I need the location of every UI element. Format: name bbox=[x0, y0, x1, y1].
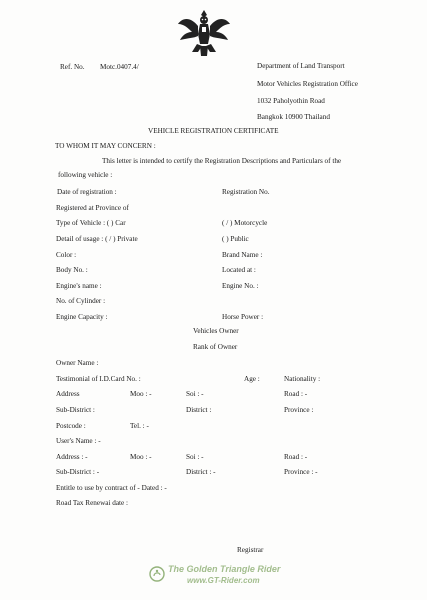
date-of-registration-label: Date of registration : bbox=[57, 188, 117, 196]
type-of-vehicle-label: Type of Vehicle : ( ) Car bbox=[56, 219, 126, 227]
watermark-title: The Golden Triangle Rider bbox=[168, 564, 281, 574]
no-of-cylinder-label: No. of Cylinder : bbox=[56, 297, 106, 305]
user-soi-label: Soi : - bbox=[186, 453, 204, 461]
detail-of-usage-label: Detail of usage : ( / ) Private bbox=[56, 235, 138, 243]
office-city: Bangkok 10900 Thailand bbox=[257, 113, 330, 121]
age-label: Age : bbox=[244, 375, 260, 383]
user-address-label: Address : - bbox=[56, 453, 88, 461]
owner-moo-label: Moo : - bbox=[130, 390, 152, 398]
users-name-label: User's Name : - bbox=[56, 437, 101, 445]
owner-sub-district-label: Sub-District : bbox=[56, 406, 95, 414]
registered-at-label: Registered at Province of bbox=[56, 204, 129, 212]
registration-no-label: Registration No. bbox=[222, 188, 270, 196]
office-name: Motor Vehicles Registration Office bbox=[257, 80, 358, 88]
salutation: TO WHOM IT MAY CONCERN : bbox=[55, 142, 156, 150]
certificate-title: VEHICLE REGISTRATION CERTIFICATE bbox=[148, 127, 279, 135]
owner-name-label: Owner Name : bbox=[56, 359, 99, 367]
road-tax-renewal-label: Road Tax Renewai date : bbox=[56, 499, 129, 507]
user-road-label: Road : - bbox=[284, 453, 308, 461]
located-at-label: Located at : bbox=[222, 266, 256, 274]
engine-capacity-label: Engine Capacity : bbox=[56, 313, 108, 321]
testimonial-id-label: Testimonial of I.D.Card No. : bbox=[56, 375, 141, 383]
motorcycle-option: ( / ) Motorcycle bbox=[222, 219, 268, 227]
horse-power-label: Horse Power : bbox=[222, 313, 264, 321]
department-name: Department of Land Transport bbox=[257, 62, 345, 70]
watermark-url: www.GT-Rider.com bbox=[187, 576, 260, 585]
owner-road-label: Road : - bbox=[284, 390, 308, 398]
brand-name-label: Brand Name : bbox=[222, 251, 263, 259]
engine-no-label: Engine No. : bbox=[222, 282, 259, 290]
user-sub-district-label: Sub-District : - bbox=[56, 468, 100, 476]
owner-postcode-label: Postcode : bbox=[56, 422, 86, 430]
owner-province-label: Province : bbox=[284, 406, 314, 414]
body-no-label: Body No. : bbox=[56, 266, 88, 274]
user-district-label: District : - bbox=[186, 468, 216, 476]
owner-district-label: District : bbox=[186, 406, 212, 414]
office-road: 1032 Paholyothin Road bbox=[257, 97, 325, 105]
vehicles-owner-heading: Vehicles Owner bbox=[193, 327, 239, 335]
user-province-label: Province : - bbox=[284, 468, 318, 476]
ref-label: Ref. No. bbox=[60, 63, 85, 71]
intro-line-2: following vehicle : bbox=[58, 171, 113, 179]
owner-soi-label: Soi : - bbox=[186, 390, 204, 398]
ref-value: Motc.0407.4/ bbox=[100, 63, 139, 71]
public-option: ( ) Public bbox=[222, 235, 249, 243]
intro-line-1: This letter is intended to certify the Registration Descriptions and Particulars of the bbox=[102, 157, 342, 165]
registrar-label: Registrar bbox=[237, 546, 264, 554]
owner-tel-label: Tel. : - bbox=[130, 422, 149, 430]
owner-address-label: Address bbox=[56, 390, 80, 398]
entitle-contract-label: Entitle to use by contract of - Dated : - bbox=[56, 484, 167, 492]
engine-name-label: Engine's name : bbox=[56, 282, 102, 290]
rank-of-owner-heading: Rank of Owner bbox=[193, 343, 238, 351]
gt-rider-logo-icon bbox=[149, 566, 165, 582]
garuda-emblem-icon bbox=[176, 8, 232, 60]
color-label: Color : bbox=[56, 251, 77, 259]
user-moo-label: Moo : - bbox=[130, 453, 152, 461]
nationality-label: Nationality : bbox=[284, 375, 321, 383]
